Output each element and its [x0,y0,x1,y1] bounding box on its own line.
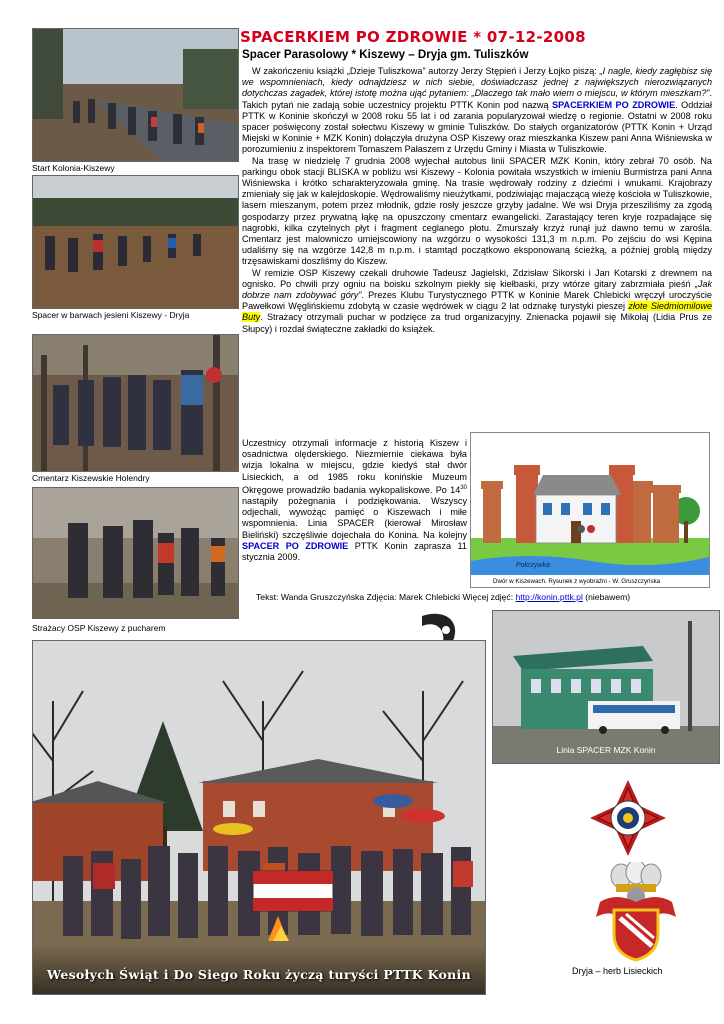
page-title: SPACERKIEM PO ZDROWIE * 07-12-2008 [240,28,586,46]
more-photos-link[interactable]: http://konin.pttk.pl [515,592,583,602]
photo-walkers-road-image [33,29,238,161]
caption-photo2: Spacer w barwach jesieni Kiszewy - Dryja [32,310,190,320]
p4-mid: nastąpiły pożegnania i podziękowania. Wszyscy odjechali, wywożąc pamięć o Kiszewach i miłe wspomnienia. Linia SPACER (kierował Mirosław Bieliński) szczęśliwie dojechała do Konina. Na kolejny [242,496,467,540]
paragraph-3 [242,268,712,335]
coat-of-arms-lisiecki [586,862,686,962]
photo-bus-remiza-image [493,611,719,763]
caption-crest: Dryja – herb Lisieckich [572,966,663,976]
manor-drawing-image [471,433,709,587]
credits-suffix: (niebawem) [582,592,631,602]
photo-spacer-jesien [32,175,239,309]
photo-cmentarz [32,334,239,472]
caption-photo4: Strażacy OSP Kiszewy z pucharem [32,623,166,633]
p3-end: . Strażacy otrzymali puchar w podzięce za trud organizacyjny. Znienacka pojawił się Mikołaj (Lidia Prus ze Słupcy) i rozdał świąteczne zakładki do książek. [242,312,712,334]
p3-song: „Jak dobrze nam zdobywać góry” [242,278,712,301]
drawing-river-label: Pokrzywka [516,562,550,569]
p4-sup: 30 [460,484,467,491]
coat-of-arms-icon [586,862,686,962]
drawing-caption: Dwór w Kiszewach. Rysunek z wyobraźni - W. Gruszczyńska [493,578,661,585]
paragraph-2: Na trasę w niedzielę 7 grudnia 2008 wyjechał autobus linii SPACER MZK Konin, który zebrał 70 osób. Na parkingu obok stacji BLISKA w pobliżu wsi Kiszewy - Kolonia powitała wszystkich w imieniu Burmistrza pani Anna Wiśniewska i krótko scharakteryzowała gminę. Na trasie wędrowały rodziny z dziećmi i wnukami. Krajobrazy zmieniały się jak w kalejdoskopie. Wędrowaliśmy nieużytkami, podziwiając majaczącą wieżę kościoła w Tuliszkowie, lasem mieszanym, potem przez młodnik, gdzie rosły jeszcze grzyby jadalne. We wsi Dryja przesziliśmy za zgodą gospodarzy przez prywatną łąkę na opuszczony cmentarz ewangelicki. Zarastający teren kryje rozpadające się nagrobki, kilka czytelnych płyt i fragment ceglanego płotu. Zmurszały krzyż runął już dawno temu w zarośla. Cmentarz jest malowniczo umiejscowiony na wzgórzu o wysokości 131,3 m n.p.m. Po zejściu do wsi Kępina udaliśmy się na wzgórze 142,8 m n.p.m. i stamtąd początkowo eksponowaną ścieżką, a później groblą między trzęsawiskami doszliśmy do Kiszew. [242,155,712,267]
page-subtitle: Spacer Parasolowy * Kiszewy – Dryja gm. Tuliszków [242,48,529,61]
p1-quote: „I nagle, kiedy zagłębisz się we wspomnieniach, kiedy odnajdziesz w nich siebie, doświadczasz jednej z największych nierozwiązanych dotychczas zagadek, której istotę można ująć pytaniem: „Dlaczego tak mało wiem o miejscu, w którym mieszkam?” [242,66,712,99]
article-body [242,66,712,335]
photo-group-bonfire [32,640,486,995]
bus-caption: Linia SPACER MZK Konin [556,745,656,755]
credits-text: Tekst: Wanda Gruszczyńska Zdjęcia: Marek Chlebicki Więcej zdjęć: [256,592,516,602]
article-body-wrapped [242,438,467,563]
badge-name-highlight: złote Siedmiomilowe Buty [242,301,713,323]
greeting-text: Wesołych Świąt i Do Siego Roku życzą turyści PTTK Konin [47,967,471,982]
p4-intro: Uczestnicy otrzymali informacje z historią Kiszew i osadnictwa olęderskiego. Niezmiernie ciekawa była wizja lokalna w miejscu, gdzie kiedyś stał dwór Lisieckich, a od 1985 roku konińskie Muzeum Okręgowe prowadziło badania wykopaliskowe. Po 14 [242,438,467,495]
caption-photo3: Cmentarz Kiszewskie Holendry [32,473,150,483]
photo-firefighters-image [33,488,238,618]
caption-photo1: Start Kolonia-Kiszewy [32,163,115,173]
photo-cemetery-group-image [33,335,238,471]
cross-emblem [588,778,668,858]
next-walk-highlight: SPACER PO ZDROWIE [242,540,349,551]
credits-line [256,592,716,602]
photo-start-kolonia-kiszewy [32,28,239,162]
photo-group-image [33,641,485,994]
photo-bus-spacer [492,610,720,764]
project-name-highlight: SPACERKIEM PO ZDROWIE [552,99,676,110]
p1-intro: W zakończeniu książki „Dzieje Tuliszkowa” autorzy Jerzy Stępień i Jerzy Łojko piszą: [252,66,600,76]
p3-mid: . Prezes Klubu Turystycznego PTTK w Koninie Marek Chlebicki wręczył uroczyście Pawełkowi Węglińskiemu zdobytą w czasie wędrówek w ciągu 2 lat odznakę turystyki pieszej [242,290,712,312]
p1-mid: . Takich pytań nie zadają sobie uczestnicy projektu PTTK Konin pod nazwą [242,88,712,110]
p4-end: PTTK Konin zaprasza 11 stycznia 2009. [242,540,467,563]
p1-end: . Oddział PTTK w Koninie skończył w 2008 roku 55 lat i od zarania popularyzował wiedzę o regionie. Ostatni w 2008 roku spacer poświęcony został sołectwu Kiszewy w gminie Tuliszków. Do stałych organizatorów (PTTK Konin + Urząd Miejski w Koninie + MZK Konin) dołączyła drużyna OSP Kiszewy oraz mieszkanka Kiszew pani Anna Wiśniewska w porozumieniu z inspektorem Tomaszem Pałaszem z Urzędu Gminy i Miasta w Tuliszkowie. [242,99,713,155]
photo-strazacy [32,487,239,619]
photo-autumn-walk-image [33,176,238,308]
greeting-banner [33,944,485,994]
maltese-cross-icon [588,778,668,858]
paragraph-1 [242,66,712,156]
p3-intro: W remizie OSP Kiszewy czekali druhowie Tadeusz Jagielski, Zdzisław Sikorski i Jan Kotarski z drewnem na ognisko. Po chwili przy ogniu na boisku szkolnym piekły się kiełbaski, przy wtórze gitary zabrzmiała pieśń [242,267,712,289]
drawing-manor-kiszewy [470,432,710,588]
